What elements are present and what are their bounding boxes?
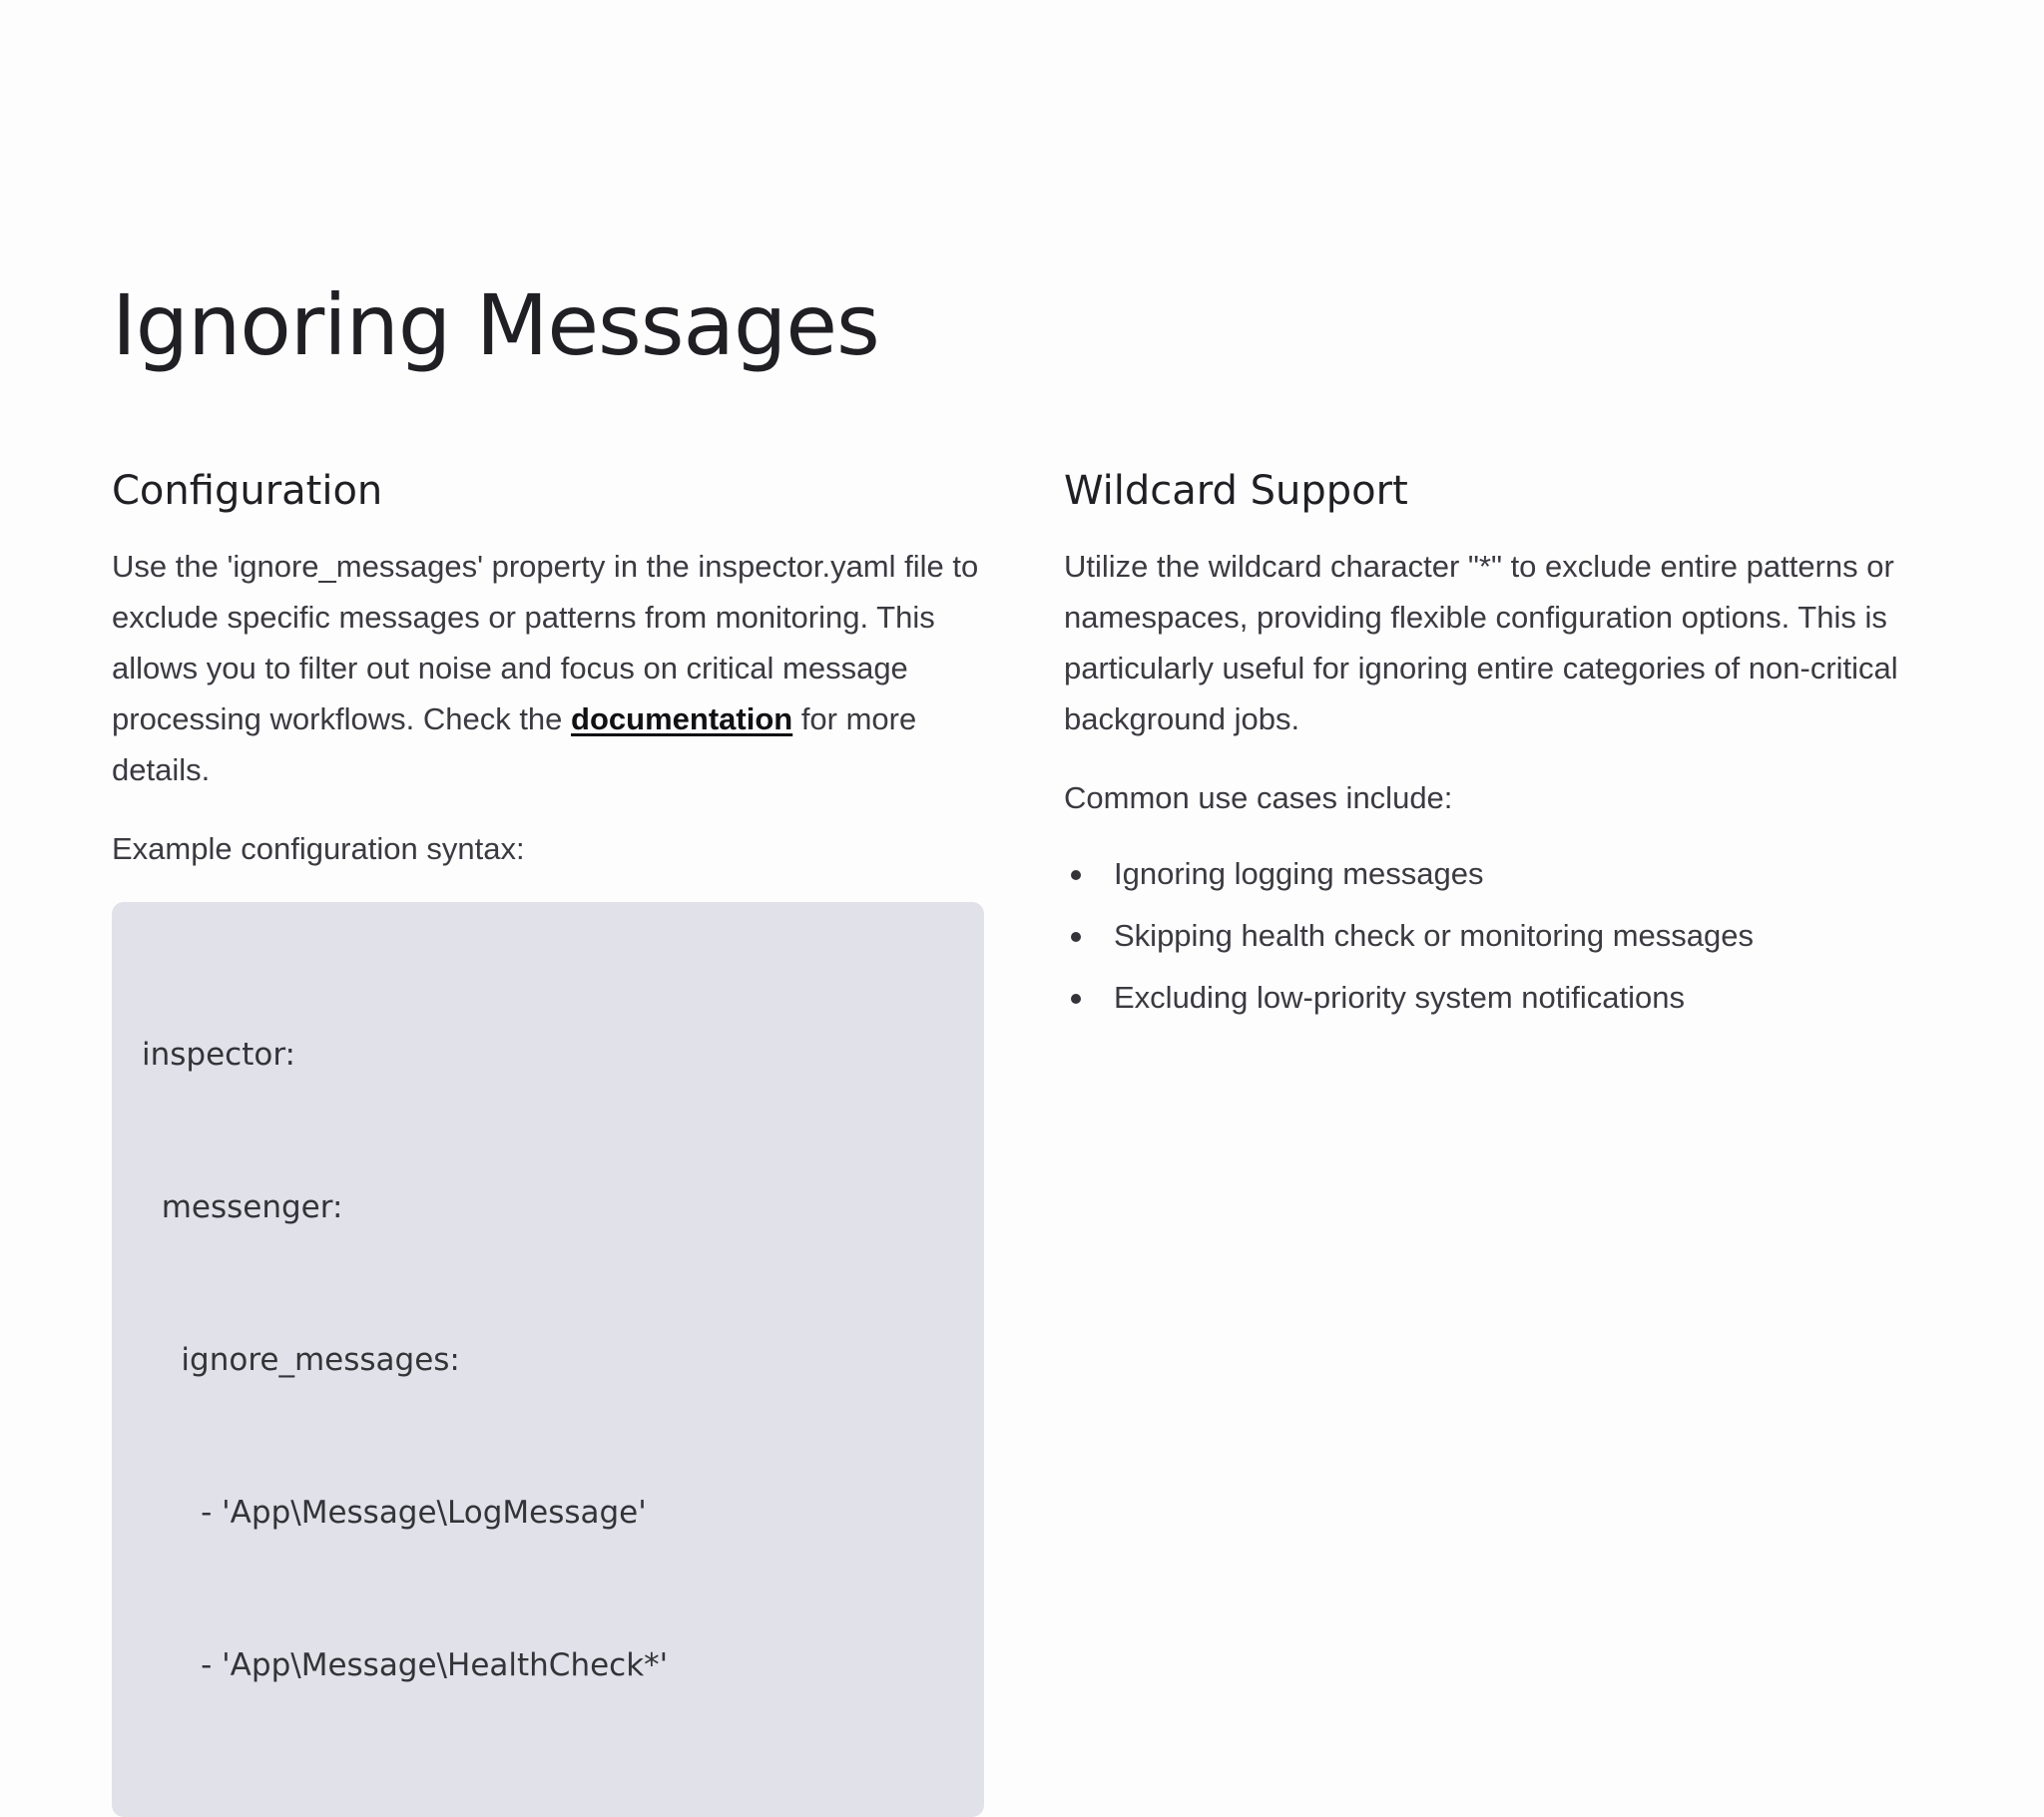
wildcard-paragraph: Utilize the wildcard character "*" to exclude entire patterns or namespaces, providing flexible configuration options. This is particularly useful for ignoring entire categories of non-critical background jobs. [1064, 549, 1898, 736]
bullet-icon [1071, 932, 1081, 942]
use-cases-label: Common use cases include: [1064, 780, 1453, 815]
code-line: messenger: [142, 1189, 343, 1225]
code-line: - 'App\Message\LogMessage' [142, 1495, 647, 1531]
bullet-icon [1071, 870, 1081, 880]
list-item-text: Skipping health check or monitoring messages [1114, 918, 1755, 953]
wildcard-section [1064, 463, 1962, 1037]
example-label: Example configuration syntax: [112, 831, 525, 866]
use-cases-list [1064, 851, 1962, 1021]
page [112, 0, 1948, 1683]
wildcard-heading: Wildcard Support [1064, 468, 1408, 514]
page-title: Ignoring Messages [112, 276, 879, 374]
code-line: - 'App\Message\HealthCheck*' [142, 1647, 669, 1683]
list-item-text: Excluding low-priority system notifications [1114, 980, 1685, 1015]
configuration-paragraph-tail: for more details. [112, 701, 917, 787]
bullet-icon [1071, 994, 1081, 1004]
configuration-paragraph-text: Use the 'ignore_messages' property in the inspector.yaml file to exclude specific messages or patterns from monitoring. This allows you to filter out noise and focus on critical message processing workflows. Check the [112, 549, 979, 736]
configuration-paragraph [112, 541, 990, 795]
code-line: ignore_messages: [142, 1342, 460, 1378]
configuration-section [112, 463, 990, 1817]
documentation-link[interactable]: documentation [571, 701, 793, 736]
list-item [1064, 975, 1962, 1021]
list-item [1064, 851, 1962, 897]
code-block [112, 902, 984, 1817]
code-line: inspector: [142, 1037, 295, 1073]
configuration-heading: Configuration [112, 468, 383, 514]
list-item-text: Ignoring logging messages [1114, 856, 1484, 891]
list-item [1064, 913, 1962, 959]
